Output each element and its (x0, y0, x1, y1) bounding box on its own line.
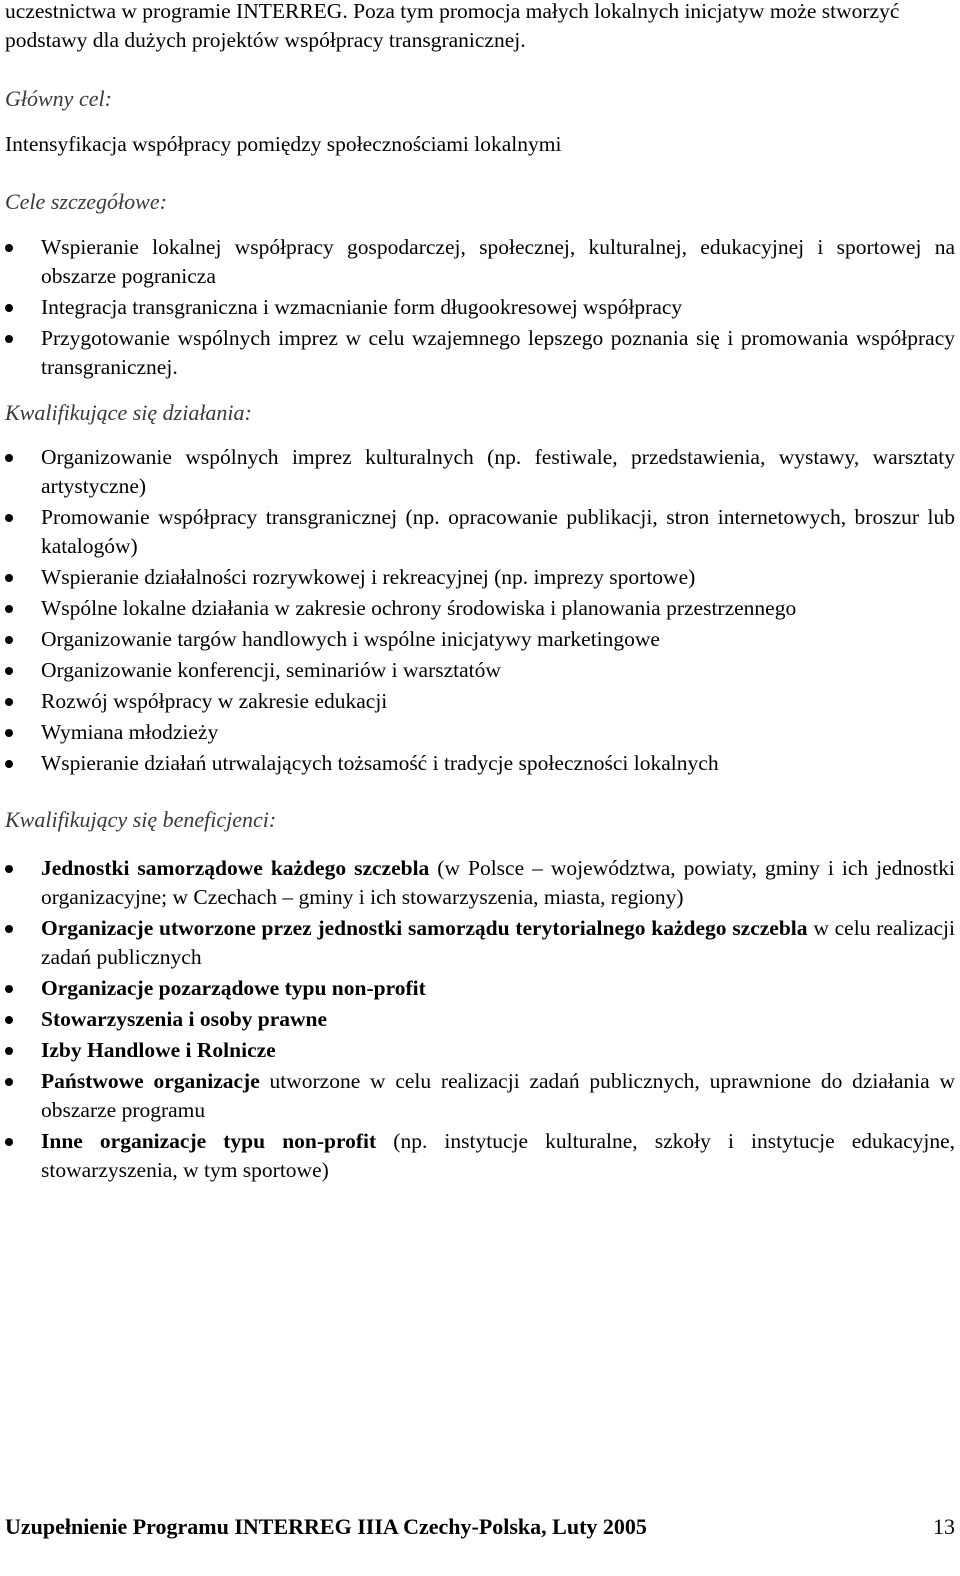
qualifying-actions-list (5, 443, 955, 778)
list-item (5, 1067, 955, 1125)
intro-paragraph: uczestnictwa w programie INTERREG. Poza tym promocja małych lokalnych inicjatyw może stworzyć podstawy dla dużych projektów współpracy transgranicznej. (5, 0, 900, 52)
list-item (5, 1036, 955, 1065)
list-item (5, 687, 955, 716)
bullet-icon (5, 304, 13, 312)
list-item-text: Wspieranie działań utrwalających tożsamość i tradycje społeczności lokalnych (41, 751, 719, 775)
beneficiary-description: utworzone w celu realizacji zadań publicznych, uprawnione do działania w obszarze programu (41, 1069, 955, 1122)
qualifying-actions-heading: Kwalifikujące się działania: (5, 400, 252, 425)
bullet-icon (5, 760, 13, 768)
list-item (5, 1127, 955, 1185)
list-item (5, 443, 955, 501)
list-item-text: Wymiana młodzieży (41, 720, 219, 744)
list-item (5, 594, 955, 623)
bullet-icon (5, 1047, 13, 1055)
page-number: 13 (933, 1514, 955, 1539)
bullet-icon (5, 605, 13, 613)
bullet-icon (5, 244, 13, 252)
beneficiary-name: Jednostki samorządowe każdego szczebla (41, 856, 430, 880)
bullet-icon (5, 1016, 13, 1024)
list-item-text: Promowanie współpracy transgranicznej (np. opracowanie publikacji, stron internetowych, broszur lub katalogów) (41, 505, 955, 558)
list-item-text: Rozwój współpracy w zakresie edukacji (41, 689, 388, 713)
specific-goals-heading: Cele szczegółowe: (5, 189, 167, 214)
list-item (5, 656, 955, 685)
bullet-icon (5, 1078, 13, 1086)
bullet-icon (5, 985, 13, 993)
specific-goals-list (5, 233, 955, 382)
beneficiary-description: (np. instytucje kulturalne, szkoły i instytucje edukacyjne, stowarzyszenia, w tym sportowe) (41, 1129, 955, 1182)
footer-title: Uzupełnienie Programu INTERREG IIIA Czechy-Polska, Luty 2005 (5, 1514, 647, 1539)
beneficiary-name: Stowarzyszenia i osoby prawne (41, 1007, 328, 1031)
page-footer (5, 1512, 955, 1541)
beneficiaries-heading: Kwalifikujący się beneficjenci: (5, 807, 277, 832)
list-item-text: Organizowanie wspólnych imprez kulturalnych (np. festiwale, przedstawienia, wystawy, warsztaty artystyczne) (41, 445, 955, 498)
list-item-text: Wspieranie lokalnej współpracy gospodarczej, społecznej, kulturalnej, edukacyjnej i sportowej na obszarze pogranicza (41, 235, 955, 288)
beneficiaries-list (5, 854, 955, 1185)
list-item (5, 974, 955, 1003)
list-item-text: Organizowanie konferencji, seminariów i warsztatów (41, 658, 501, 682)
list-item-text: Wspieranie działalności rozrywkowej i rekreacyjnej (np. imprezy sportowe) (41, 565, 696, 589)
list-item (5, 1005, 955, 1034)
beneficiary-description: w celu realizacji zadań publicznych (41, 916, 955, 969)
list-item (5, 324, 955, 382)
bullet-icon (5, 454, 13, 462)
list-item (5, 233, 955, 291)
bullet-icon (5, 698, 13, 706)
bullet-icon (5, 636, 13, 644)
list-item-text: Wspólne lokalne działania w zakresie ochrony środowiska i planowania przestrzennego (41, 596, 797, 620)
list-item (5, 563, 955, 592)
bullet-icon (5, 574, 13, 582)
list-item-text: Integracja transgraniczna i wzmacnianie form długookresowej współpracy (41, 295, 683, 319)
beneficiary-description: (w Polsce – województwa, powiaty, gminy i ich jednostki organizacyjne; w Czechach – gminy i ich stowarzyszenia, miasta, regiony) (41, 856, 955, 909)
list-item-text: Przygotowanie wspólnych imprez w celu wzajemnego lepszego poznania się i promowania współpracy transgranicznej. (41, 326, 955, 379)
bullet-icon (5, 514, 13, 522)
beneficiary-name: Organizacje utworzone przez jednostki samorządu terytorialnego każdego szczebla (41, 916, 808, 940)
list-item (5, 503, 955, 561)
bullet-icon (5, 865, 13, 873)
list-item (5, 293, 955, 322)
list-item (5, 854, 955, 912)
list-item (5, 914, 955, 972)
bullet-icon (5, 1138, 13, 1146)
bullet-icon (5, 335, 13, 343)
beneficiary-name: Inne organizacje typu non-profit (41, 1129, 377, 1153)
main-goal-text: Intensyfikacja współpracy pomiędzy społecznościami lokalnymi (5, 132, 562, 156)
main-goal-heading: Główny cel: (5, 86, 112, 111)
bullet-icon (5, 925, 13, 933)
list-item (5, 718, 955, 747)
list-item-text: Organizowanie targów handlowych i wspólne inicjatywy marketingowe (41, 627, 660, 651)
list-item (5, 749, 955, 778)
document-page (5, 0, 955, 1187)
beneficiary-name: Organizacje pozarządowe typu non-profit (41, 976, 426, 1000)
beneficiary-name: Izby Handlowe i Rolnicze (41, 1038, 276, 1062)
beneficiary-name: Państwowe organizacje (41, 1069, 260, 1093)
bullet-icon (5, 667, 13, 675)
bullet-icon (5, 729, 13, 737)
list-item (5, 625, 955, 654)
